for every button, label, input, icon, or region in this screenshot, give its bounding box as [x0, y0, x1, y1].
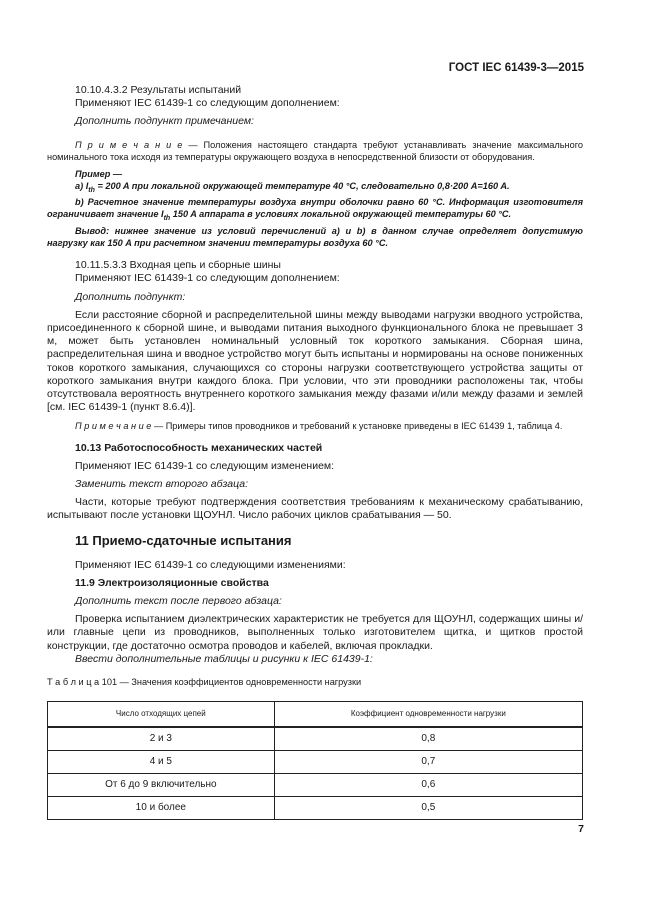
example-a-post: = 200 A при локальной окружающей температуре 40 °C, следовательно 0,8·200 A=160 A. — [94, 180, 510, 191]
table-cell-circuits: От 6 до 9 включительно — [48, 773, 275, 796]
section-heading: 10.13 Работоспособность механических частей — [75, 441, 323, 454]
apply-statement: Применяют IEC 61439-1 со следующим дополнением: — [75, 272, 340, 285]
section-heading: 11.9 Электроизоляционные свойства — [75, 576, 269, 589]
table-caption-label: Т а б л и ц а — [47, 676, 100, 687]
example-b-pre: b) Расчетное значение температуры воздуха внутри оболочки равно 60 °C. Информация изготовителя ограничивает значение I — [47, 197, 583, 220]
table-row — [48, 773, 583, 796]
note-label: П р и м е ч а н и е — [75, 420, 152, 431]
example-a — [47, 180, 583, 197]
body-paragraph: Проверка испытанием диэлектрических характеристик не требуется для ЩОУНЛ, содержащих шины и/или главные цепи из проводников, выполненных только изготовителем щитка, и щитков простой конструкции, где достаточно осмотра проводов и кабелей, включая прокладки. — [47, 613, 583, 652]
instruction: Дополнить текст после первого абзаца: — [75, 594, 282, 607]
instruction: Дополнить подпункт примечанием: — [75, 115, 254, 128]
page-content — [47, 84, 583, 820]
apply-statement: Применяют IEC 61439-1 со следующим дополнением: — [75, 97, 340, 110]
standard-header: ГОСТ IEC 61439-3—2015 — [448, 62, 584, 74]
table-header-row — [48, 701, 583, 727]
table-header-circuits: Число отходящих цепей — [48, 701, 275, 727]
spacer — [47, 523, 583, 533]
apply-statement: Применяют IEC 61439-1 со следующим изменением: — [75, 459, 335, 472]
table-cell-circuits: 10 и более — [48, 796, 275, 819]
clause-title: 10.10.4.3.2 Результаты испытаний — [75, 84, 242, 96]
table-row — [48, 727, 583, 751]
note — [47, 420, 583, 432]
spacer — [47, 249, 583, 259]
note-label: П р и м е ч а н и е — [75, 139, 183, 150]
example-b — [47, 196, 583, 225]
spacer — [47, 549, 583, 559]
table-cell-coefficient: 0,7 — [274, 750, 582, 773]
instruction: Дополнить подпункт: — [75, 290, 186, 303]
coefficient-table — [47, 701, 583, 820]
example-conclusion: Вывод: нижнее значение из условий перечислений a) и b) в данном случае определяет допустимую нагрузку как 150 A при расчетном значении температуры воздуха 60 °C. — [47, 226, 583, 249]
table-cell-coefficient: 0,8 — [274, 727, 582, 751]
table-row — [48, 796, 583, 819]
note-text: — Положения настоящего стандарта требуют устанавливать значение максимального номинального тока исходя из температуры окружающего воздуха в непосредственной близости от оборудования. — [47, 139, 583, 162]
clause-title: 10.11.5.3.3 Входная цепь и сборные шины — [75, 259, 281, 272]
table-caption — [47, 676, 583, 688]
table-header-coefficient: Коэффициент одновременности нагрузки — [274, 701, 582, 727]
page-number: 7 — [578, 823, 584, 835]
example-b-post: 150 A аппарата в условиях локальной окружающей температуры 60 °C. — [170, 209, 512, 220]
example-a-sub: th — [88, 186, 95, 194]
chapter-heading: 11 Приемо-сдаточные испытания — [75, 532, 292, 548]
table-row — [48, 750, 583, 773]
example-title: Пример — — [75, 168, 123, 179]
apply-statement: Применяют IEC 61439-1 со следующими изменениями: — [75, 558, 346, 571]
table-caption-text: 101 — Значения коэффициентов одновременности нагрузки — [99, 676, 362, 687]
body-paragraph: Если расстояние сборной и распределительной шины между выводами нагрузки вводного устройства, присоединенного к сборной шине, и выводами питания выходного функционального блока не превышает 3 м, может быть установлен номинальный условный ток короткого замыкания. Сборная шина, распределительная шина и вводное устройство могут быть испытаны и нормированы на основе пониженных токов короткого замыкания, случающихся со стороны нагрузки соответствующего устройства защиты от короткого замыкания внутри каждого блока. При условии, что эти проводники расположены так, чтобы отсутствовала вероятность внутреннего короткого замыкания между фазами и/или между фазами и землей [см. IEC 61439-1 (пункт 8.6.4)]. — [47, 308, 583, 414]
note — [47, 139, 583, 163]
body-paragraph: Части, которые требуют подтверждения соответствия требованиям к механическому срабатыванию, испытывают после установки ЩОУНЛ. Число рабочих циклов срабатывания — 50. — [47, 496, 583, 522]
example-b-sub: th — [163, 215, 171, 223]
spacer — [47, 432, 583, 442]
note-text: — Примеры типов проводников и требований к установке приведены в IEC 61439 1, таблица 4. — [151, 420, 563, 431]
spacer — [47, 666, 583, 676]
instruction: Заменить текст второго абзаца: — [75, 477, 249, 490]
example-a-pre: a) I — [75, 180, 89, 191]
instruction: Ввести дополнительные таблицы и рисунки к IEC 61439-1: — [75, 652, 373, 665]
spacer — [47, 129, 583, 139]
table-cell-coefficient: 0,5 — [274, 796, 582, 819]
table-cell-circuits: 2 и 3 — [48, 727, 275, 751]
table-cell-coefficient: 0,6 — [274, 773, 582, 796]
table-cell-circuits: 4 и 5 — [48, 750, 275, 773]
